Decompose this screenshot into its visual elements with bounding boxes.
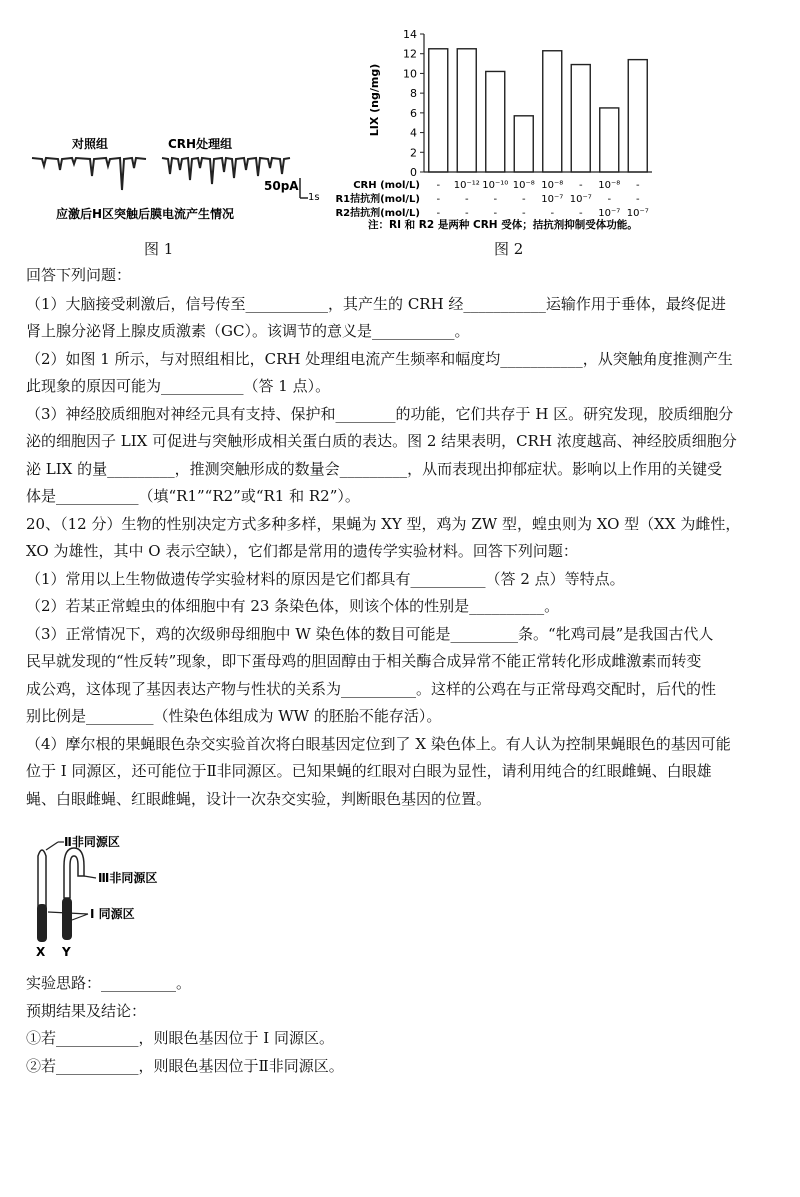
q20-1: （1）常用以上生物做遗传学实验材料的原因是它们都具有__________（答 2 点）等特点。 bbox=[26, 570, 625, 588]
crh-label: CRH处理组 bbox=[168, 137, 233, 151]
y-tick-label: 2 bbox=[410, 146, 417, 160]
q19-3b: 泌的细胞因子 LIX 可促进与突触形成相关蛋白质的表达。图 2 结果表明，CRH 浓度越高、神经胶质细胞分 bbox=[26, 432, 737, 450]
q19-3c: 泌 LIX 的量_________，推测突触形成的数量会_________，从而表现出抑郁症状。影响以上作用的关键受 bbox=[26, 460, 723, 478]
intro-text: 回答下列问题： bbox=[26, 266, 132, 284]
y-chromosome-homologous bbox=[62, 898, 72, 940]
q19-3d: 体是___________（填“R1”“R2”或“R1 和 R2”）。 bbox=[26, 487, 360, 505]
x-chromosome-upper bbox=[38, 850, 46, 906]
q19-1: （1）大脑接受刺激后，信号传至___________，其产生的 CRH 经___________运输作用于垂体，最终促进 bbox=[26, 295, 726, 313]
row-cell: 10⁻⁷ bbox=[541, 194, 564, 205]
x-label: X bbox=[36, 945, 46, 959]
row-cell: - bbox=[521, 208, 526, 219]
label-nonhomologous-3: Ⅲ非同源区 bbox=[98, 871, 158, 885]
result-1: ①若___________，则眼色基因位于 I 同源区。 bbox=[26, 1029, 334, 1047]
row-cell: 10⁻⁸ bbox=[598, 180, 621, 191]
q19-3: （3）神经胶质细胞对神经元具有支持、保护和________的功能，它们共存于 H 区。研究发现，胶质细胞分 bbox=[26, 405, 734, 423]
row-cell: 10⁻⁷ bbox=[598, 208, 621, 219]
y-tick-label: 0 bbox=[410, 166, 417, 179]
row-cell: - bbox=[436, 208, 441, 219]
result-2: ②若___________，则眼色基因位于Ⅱ非同源区。 bbox=[26, 1057, 344, 1075]
q20-3d: 别比例是_________（性染色体组成为 WW 的胚胎不能存活）。 bbox=[26, 707, 442, 725]
y-chromosome-upper bbox=[64, 848, 84, 898]
row-cell: - bbox=[493, 194, 498, 205]
row-cell: - bbox=[436, 180, 441, 191]
label-nonhomologous-2: Ⅱ非同源区 bbox=[64, 835, 120, 849]
y-axis-label: LIX (ng/mg) bbox=[368, 63, 381, 137]
scale-amplitude: 50pA bbox=[264, 179, 299, 193]
q20-3c: 成公鸡，这体现了基因表达产物与性状的关系为__________。这样的公鸡在与正常母鸡交配时，后代的性 bbox=[26, 680, 717, 698]
bar bbox=[429, 49, 448, 172]
row-cell: - bbox=[607, 194, 612, 205]
row-cell: 10⁻⁸ bbox=[512, 180, 535, 191]
y-tick-label: 10 bbox=[403, 67, 417, 81]
figure1 bbox=[28, 130, 328, 230]
expected-results: 预期结果及结论： bbox=[26, 1002, 147, 1020]
figure2 bbox=[335, 20, 660, 235]
label-homologous-1: I 同源区 bbox=[90, 907, 135, 921]
row-cell: - bbox=[578, 180, 583, 191]
y-tick-label: 4 bbox=[410, 126, 417, 140]
q19-2b: 此现象的原因可能为___________（答 1 点）。 bbox=[26, 377, 331, 395]
row-cell: - bbox=[436, 194, 441, 205]
figure1-caption: 图 1 bbox=[144, 240, 174, 258]
row-label: R1拮抗剂(mol/L) bbox=[335, 194, 420, 205]
q20-3b: 民早就发现的“性反转”现象，即下蛋母鸡的胆固醇由于相关酶合成异常不能正常转化形成雌激素而转变 bbox=[26, 652, 702, 670]
lix-bar-chart bbox=[335, 20, 660, 235]
q20-2: （2）若某正常蝗虫的体细胞中有 23 条染色体，则该个体的性别是__________。 bbox=[26, 597, 560, 615]
row-cell: - bbox=[464, 208, 469, 219]
bar bbox=[600, 108, 619, 172]
y-tick-label: 14 bbox=[403, 28, 417, 41]
q20-4b: 位于 I 同源区，还可能位于Ⅱ非同源区。已知果蝇的红眼对白眼为显性，请利用纯合的红眼雌蝇、白眼雄 bbox=[26, 762, 712, 780]
chromosome-figure bbox=[28, 836, 228, 958]
row-cell: - bbox=[550, 208, 555, 219]
bar bbox=[628, 60, 647, 172]
row-cell: - bbox=[635, 194, 640, 205]
q19-2: （2）如图 1 所示，与对照组相比，CRH 处理组电流产生频率和幅度均___________，从突触角度推测产生 bbox=[26, 350, 733, 368]
q20-4c: 蝇、白眼雌蝇、红眼雌蝇，设计一次杂交实验，判断眼色基因的位置。 bbox=[26, 790, 492, 808]
row-label: CRH (mol/L) bbox=[353, 180, 420, 191]
y-tick-label: 8 bbox=[410, 87, 417, 101]
bar bbox=[514, 116, 533, 172]
q20-4: （4）摩尔根的果蝇眼色杂交实验首次将白眼基因定位到了 X 染色体上。有人认为控制果蝇眼色的基因可能 bbox=[26, 735, 731, 753]
row-cell: - bbox=[464, 194, 469, 205]
row-label: R2拮抗剂(mol/L) bbox=[335, 208, 420, 219]
figure2-caption: 图 2 bbox=[494, 240, 524, 258]
row-cell: - bbox=[493, 208, 498, 219]
figure1-caption-text: 应激后H区突触后膜电流产生情况 bbox=[56, 207, 235, 221]
row-cell: 10⁻⁷ bbox=[569, 194, 592, 205]
bar bbox=[571, 65, 590, 172]
current-trace-figure bbox=[28, 130, 328, 230]
bar bbox=[543, 51, 562, 172]
x-chromosome-homologous bbox=[37, 904, 47, 942]
row-cell: - bbox=[635, 180, 640, 191]
q20-title: 20、（12 分）生物的性别决定方式多种多样，果蝇为 XY 型，鸡为 ZW 型，蝗虫则为 XO 型（XX 为雌性， bbox=[26, 515, 741, 533]
row-cell: - bbox=[578, 208, 583, 219]
row-cell: 10⁻¹² bbox=[453, 180, 480, 191]
y-tick-label: 12 bbox=[403, 47, 417, 61]
q20-title-b: XO 为雄性，其中 O 表示空缺），它们都是常用的遗传学实验材料。回答下列问题： bbox=[26, 542, 578, 560]
y-label: Y bbox=[62, 945, 71, 959]
bar bbox=[457, 49, 476, 172]
row-cell: - bbox=[521, 194, 526, 205]
figure2-note: 注：RI 和 R2 是两种 CRH 受体；拮抗剂抑制受体功能。 bbox=[368, 219, 638, 231]
row-cell: 10⁻⁷ bbox=[626, 208, 649, 219]
scale-time: 1s bbox=[308, 192, 320, 203]
row-cell: 10⁻⁸ bbox=[541, 180, 564, 191]
y-tick-label: 6 bbox=[410, 106, 417, 120]
experiment-idea: 实验思路：__________。 bbox=[26, 974, 192, 992]
row-cell: 10⁻¹⁰ bbox=[482, 180, 509, 191]
q20-3: （3）正常情况下，鸡的次级卵母细胞中 W 染色体的数目可能是_________条。“牝鸡司晨”是我国古代人 bbox=[26, 625, 714, 643]
control-label: 对照组 bbox=[72, 137, 109, 151]
control-trace bbox=[32, 158, 146, 190]
q19-1b: 肾上腺分泌肾上腺皮质激素（GC）。该调节的意义是___________。 bbox=[26, 322, 470, 340]
bar bbox=[486, 71, 505, 172]
